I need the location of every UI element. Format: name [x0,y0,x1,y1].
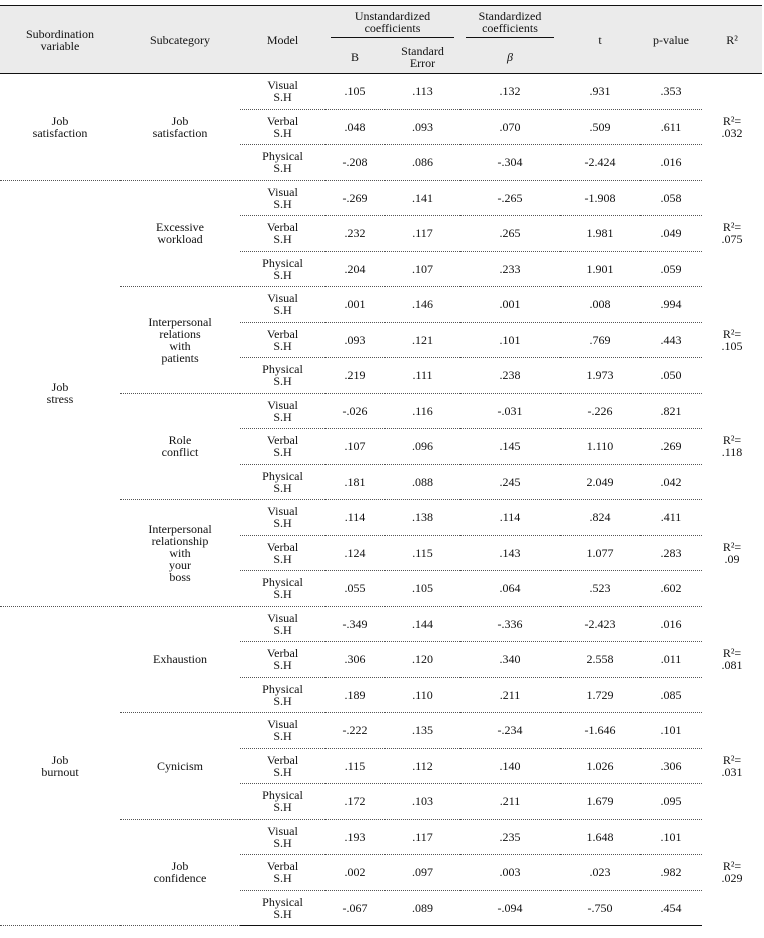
p-value-cell: .011 [640,642,702,678]
p-value-cell: .306 [640,748,702,784]
b-cell: .306 [325,642,385,678]
model-cell: Verbal S.H [240,322,325,358]
standard-error-cell: .110 [385,677,460,713]
standard-error-cell: .105 [385,571,460,607]
t-cell: -2.424 [560,145,640,181]
p-value-cell: .050 [640,358,702,394]
standard-error-cell: .103 [385,784,460,820]
t-cell: -.226 [560,393,640,429]
header-unstandardized-group [325,6,460,42]
model-cell: Physical S.H [240,677,325,713]
standard-error-cell: .096 [385,429,460,465]
b-cell: .115 [325,748,385,784]
header-t: t [560,6,640,74]
b-cell: .048 [325,109,385,145]
t-cell: 1.110 [560,429,640,465]
model-cell: Verbal S.H [240,642,325,678]
standard-error-cell: .086 [385,145,460,181]
beta-cell: .132 [460,74,560,110]
beta-cell: -.094 [460,890,560,926]
subcategory-cell: Job satisfaction [120,74,240,181]
r2-cell: R²= .081 [721,646,743,673]
p-value-cell: .101 [640,713,702,749]
b-cell: .219 [325,358,385,394]
model-cell: Visual S.H [240,606,325,642]
model-cell: Physical S.H [240,145,325,181]
p-value-cell: .016 [640,145,702,181]
t-cell: 1.973 [560,358,640,394]
p-value-cell: .058 [640,180,702,216]
regression-table [0,5,762,926]
standard-error-cell: .111 [385,358,460,394]
b-cell: .204 [325,251,385,287]
subcategory-cell: Job confidence [120,819,240,926]
standard-error-cell: .089 [385,890,460,926]
model-cell: Physical S.H [240,251,325,287]
model-cell: Visual S.H [240,74,325,110]
beta-cell: .001 [460,287,560,323]
beta-cell: -.265 [460,180,560,216]
b-cell: .093 [325,322,385,358]
beta-cell: .003 [460,855,560,891]
p-value-cell: .095 [640,784,702,820]
b-cell: .189 [325,677,385,713]
header-b: B [325,41,385,74]
p-value-cell: .602 [640,571,702,607]
t-cell: .023 [560,855,640,891]
t-cell: -.750 [560,890,640,926]
subcategory-cell: Interpersonal relationship with your boss [120,500,240,607]
header-standard-error: Standard Error [385,41,460,74]
subcategory-cell: Role conflict [120,393,240,500]
b-cell: .114 [325,500,385,536]
beta-cell: .143 [460,535,560,571]
standard-error-cell: .113 [385,74,460,110]
t-cell: -1.908 [560,180,640,216]
header-subordination-variable: Subordination variable [0,6,120,74]
subordination-variable-cell: Job burnout [0,606,120,926]
p-value-cell: .443 [640,322,702,358]
p-value-cell: .994 [640,287,702,323]
header-subcategory: Subcategory [120,6,240,74]
beta-cell: -.336 [460,606,560,642]
standard-error-cell: .135 [385,713,460,749]
model-cell: Physical S.H [240,571,325,607]
beta-cell: .245 [460,464,560,500]
p-value-cell: .049 [640,216,702,252]
b-cell: .232 [325,216,385,252]
subcategory-cell: Interpersonal relations with patients [120,287,240,394]
b-cell: -.222 [325,713,385,749]
model-cell: Verbal S.H [240,216,325,252]
b-cell: .172 [325,784,385,820]
beta-cell: .233 [460,251,560,287]
p-value-cell: .283 [640,535,702,571]
p-value-cell: .085 [640,677,702,713]
b-cell: .124 [325,535,385,571]
p-value-cell: .982 [640,855,702,891]
r2-cell: R²= .031 [721,752,743,779]
model-cell: Visual S.H [240,500,325,536]
p-value-cell: .353 [640,74,702,110]
beta-cell: -.031 [460,393,560,429]
model-cell: Visual S.H [240,819,325,855]
b-cell: .181 [325,464,385,500]
t-cell: 1.026 [560,748,640,784]
beta-cell: .211 [460,677,560,713]
model-cell: Physical S.H [240,784,325,820]
t-cell: 2.558 [560,642,640,678]
header-beta: β [460,41,560,74]
t-cell: .931 [560,74,640,110]
model-cell: Visual S.H [240,180,325,216]
p-value-cell: .269 [640,429,702,465]
standard-error-cell: .144 [385,606,460,642]
beta-cell: .265 [460,216,560,252]
t-cell: .523 [560,571,640,607]
subordination-variable-cell: Job stress [0,180,120,606]
header-model: Model [240,6,325,74]
standard-error-cell: .138 [385,500,460,536]
p-value-cell: .016 [640,606,702,642]
t-cell: 1.648 [560,819,640,855]
model-cell: Visual S.H [240,393,325,429]
subcategory-cell: Cynicism [120,713,240,820]
t-cell: -1.646 [560,713,640,749]
t-cell: 1.729 [560,677,640,713]
standard-error-cell: .141 [385,180,460,216]
t-cell: 1.981 [560,216,640,252]
standard-error-cell: .107 [385,251,460,287]
model-cell: Physical S.H [240,358,325,394]
standard-error-cell: .121 [385,322,460,358]
model-cell: Physical S.H [240,464,325,500]
r2-cell: R²= .032 [721,114,743,140]
beta-cell: -.234 [460,713,560,749]
b-cell: -.208 [325,145,385,181]
model-cell: Verbal S.H [240,109,325,145]
header-standardized-group [460,6,560,42]
t-cell: -2.423 [560,606,640,642]
standard-error-cell: .112 [385,748,460,784]
r2-cell: R²= .075 [721,220,743,247]
p-value-cell: .821 [640,393,702,429]
table-body [0,74,762,926]
standard-error-cell: .117 [385,216,460,252]
b-cell: .002 [325,855,385,891]
standard-error-cell: .116 [385,393,460,429]
b-cell: .055 [325,571,385,607]
standard-error-cell: .097 [385,855,460,891]
standard-error-cell: .120 [385,642,460,678]
model-cell: Visual S.H [240,287,325,323]
subcategory-cell: Excessive workload [120,180,240,287]
beta-cell: .140 [460,748,560,784]
r2-cell: R²= .09 [722,539,742,566]
p-value-cell: .101 [640,819,702,855]
r2-cell: R²= .105 [721,326,743,353]
subordination-variable-cell: Job satisfaction [0,74,120,181]
p-value-cell: .611 [640,109,702,145]
standard-error-cell: .115 [385,535,460,571]
model-cell: Verbal S.H [240,748,325,784]
p-value-cell: .454 [640,890,702,926]
t-cell: .008 [560,287,640,323]
t-cell: 1.077 [560,535,640,571]
b-cell: -.067 [325,890,385,926]
model-cell: Verbal S.H [240,535,325,571]
r2-cell: R²= .118 [721,433,743,460]
t-cell: .509 [560,109,640,145]
b-cell: -.349 [325,606,385,642]
b-cell: -.026 [325,393,385,429]
header-r2: R² [702,6,762,74]
p-value-cell: .059 [640,251,702,287]
beta-cell: .101 [460,322,560,358]
beta-cell: .211 [460,784,560,820]
model-cell: Verbal S.H [240,855,325,891]
p-value-cell: .042 [640,464,702,500]
table-row [0,74,762,110]
standard-error-cell: .117 [385,819,460,855]
t-cell: 2.049 [560,464,640,500]
r2-cell: R²= .029 [721,859,743,886]
model-cell: Visual S.H [240,713,325,749]
table-row [0,606,762,642]
beta-cell: .238 [460,358,560,394]
table-header [0,6,762,74]
beta-cell: .340 [460,642,560,678]
t-cell: 1.679 [560,784,640,820]
standard-error-cell: .146 [385,287,460,323]
header-unstandardized: Unstandardized coefficients [331,10,454,38]
beta-cell: .070 [460,109,560,145]
b-cell: .193 [325,819,385,855]
b-cell: .107 [325,429,385,465]
b-cell: .105 [325,74,385,110]
header-standardized: Standardized coefficients [466,10,554,38]
header-p-value: p-value [640,6,702,74]
model-cell: Physical S.H [240,890,325,926]
table-row [0,180,762,216]
standard-error-cell: .093 [385,109,460,145]
beta-cell: .235 [460,819,560,855]
b-cell: -.269 [325,180,385,216]
b-cell: .001 [325,287,385,323]
p-value-cell: .411 [640,500,702,536]
beta-cell: -.304 [460,145,560,181]
subcategory-cell: Exhaustion [120,606,240,713]
beta-cell: .064 [460,571,560,607]
model-cell: Verbal S.H [240,429,325,465]
beta-cell: .114 [460,500,560,536]
beta-cell: .145 [460,429,560,465]
t-cell: .769 [560,322,640,358]
t-cell: .824 [560,500,640,536]
t-cell: 1.901 [560,251,640,287]
standard-error-cell: .088 [385,464,460,500]
